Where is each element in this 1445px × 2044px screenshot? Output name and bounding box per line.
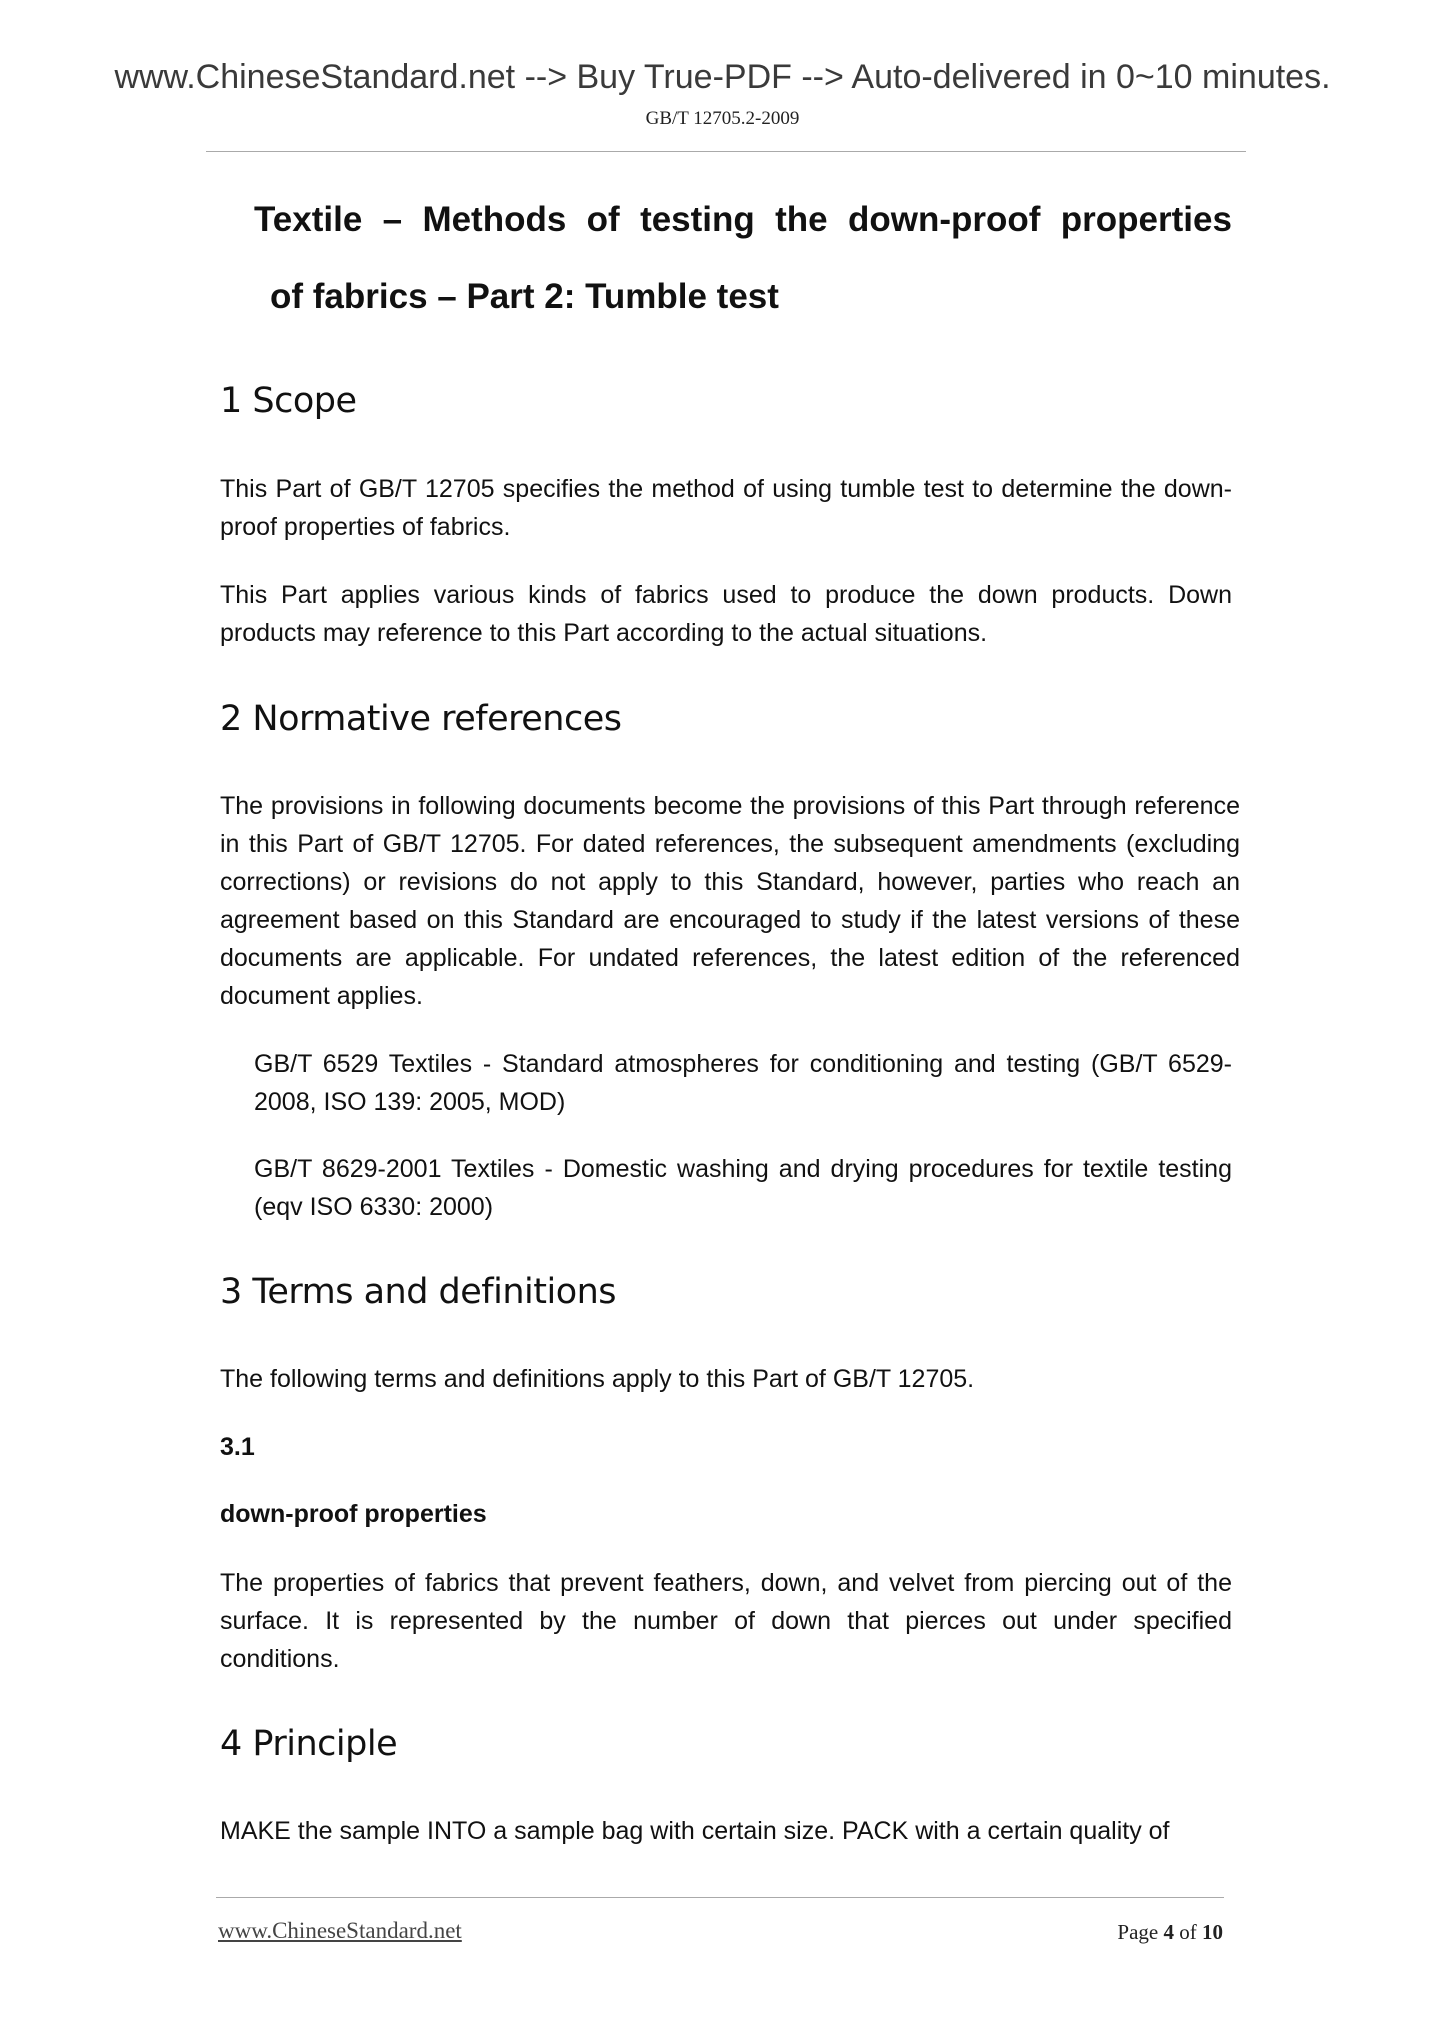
terms-intro: The following terms and definitions apply to this Part of GB/T 12705. (220, 1365, 975, 1393)
title-word: down-proof (847, 200, 1041, 239)
footer-website-link[interactable]: www.ChineseStandard.net (218, 1918, 462, 1943)
term-definition: The properties of fabrics that prevent feathers, down, and velvet from piercing out of the surface. It is represented by the number of down that pierces out under specified conditions. (220, 1569, 1232, 1673)
reference-item-gbt6529: GB/T 6529 Textiles - Standard atmospheres for conditioning and testing (GB/T 6529-2008, ISO 139: 2005, MOD) (254, 1050, 1232, 1116)
section-heading-normative-references: 2 Normative references (220, 699, 622, 739)
page-total: 10 (1202, 1920, 1223, 1944)
document-title-line1 (254, 200, 1232, 240)
page-of: of (1179, 1920, 1197, 1944)
document-title-line2: of fabrics – Part 2: Tumble test (270, 277, 779, 316)
term-name: down-proof properties (220, 1500, 487, 1528)
page-prefix: Page (1117, 1920, 1159, 1944)
banner-text: www.ChineseStandard.net --> Buy True-PDF --> Auto-delivered in 0~10 minutes. (114, 58, 1331, 96)
standard-code: GB/T 12705.2-2009 (645, 108, 800, 129)
title-word: testing (640, 200, 755, 239)
title-word: – (382, 200, 403, 239)
title-word: properties (1060, 200, 1232, 239)
title-word: of (586, 200, 620, 239)
page-current: 4 (1163, 1920, 1174, 1944)
principle-paragraph: MAKE the sample INTO a sample bag with certain size. PACK with a certain quality of (220, 1817, 1170, 1845)
title-word: Methods (422, 200, 567, 239)
reference-item-gbt8629: GB/T 8629-2001 Textiles - Domestic washing and drying procedures for textile testing (eqv ISO 6330: 2000) (254, 1155, 1232, 1221)
footer-divider (216, 1897, 1224, 1898)
term-number: 3.1 (220, 1433, 255, 1461)
title-word: Textile (254, 200, 363, 239)
section-heading-scope: 1 Scope (220, 381, 357, 421)
normative-paragraph: The provisions in following documents become the provisions of this Part through reference in this Part of GB/T 12705. For dated references, the subsequent amendments (excluding corrections) or revisions do not apply to this Standard, however, parties who reach an agreement based on this Standard are encouraged to study if the latest versions of these documents are applicable. For undated references, the latest edition of the referenced document applies. (220, 792, 1240, 1010)
title-word: the (775, 200, 828, 239)
section-heading-terms: 3 Terms and definitions (220, 1272, 617, 1312)
page-number (1117, 1920, 1223, 1945)
scope-paragraph-2: This Part applies various kinds of fabrics used to produce the down products. Down products may reference to this Part according to the actual situations. (220, 581, 1232, 647)
scope-paragraph-1: This Part of GB/T 12705 specifies the method of using tumble test to determine the down-proof properties of fabrics. (220, 475, 1232, 541)
section-heading-principle: 4 Principle (220, 1724, 398, 1764)
header-divider (206, 151, 1246, 152)
